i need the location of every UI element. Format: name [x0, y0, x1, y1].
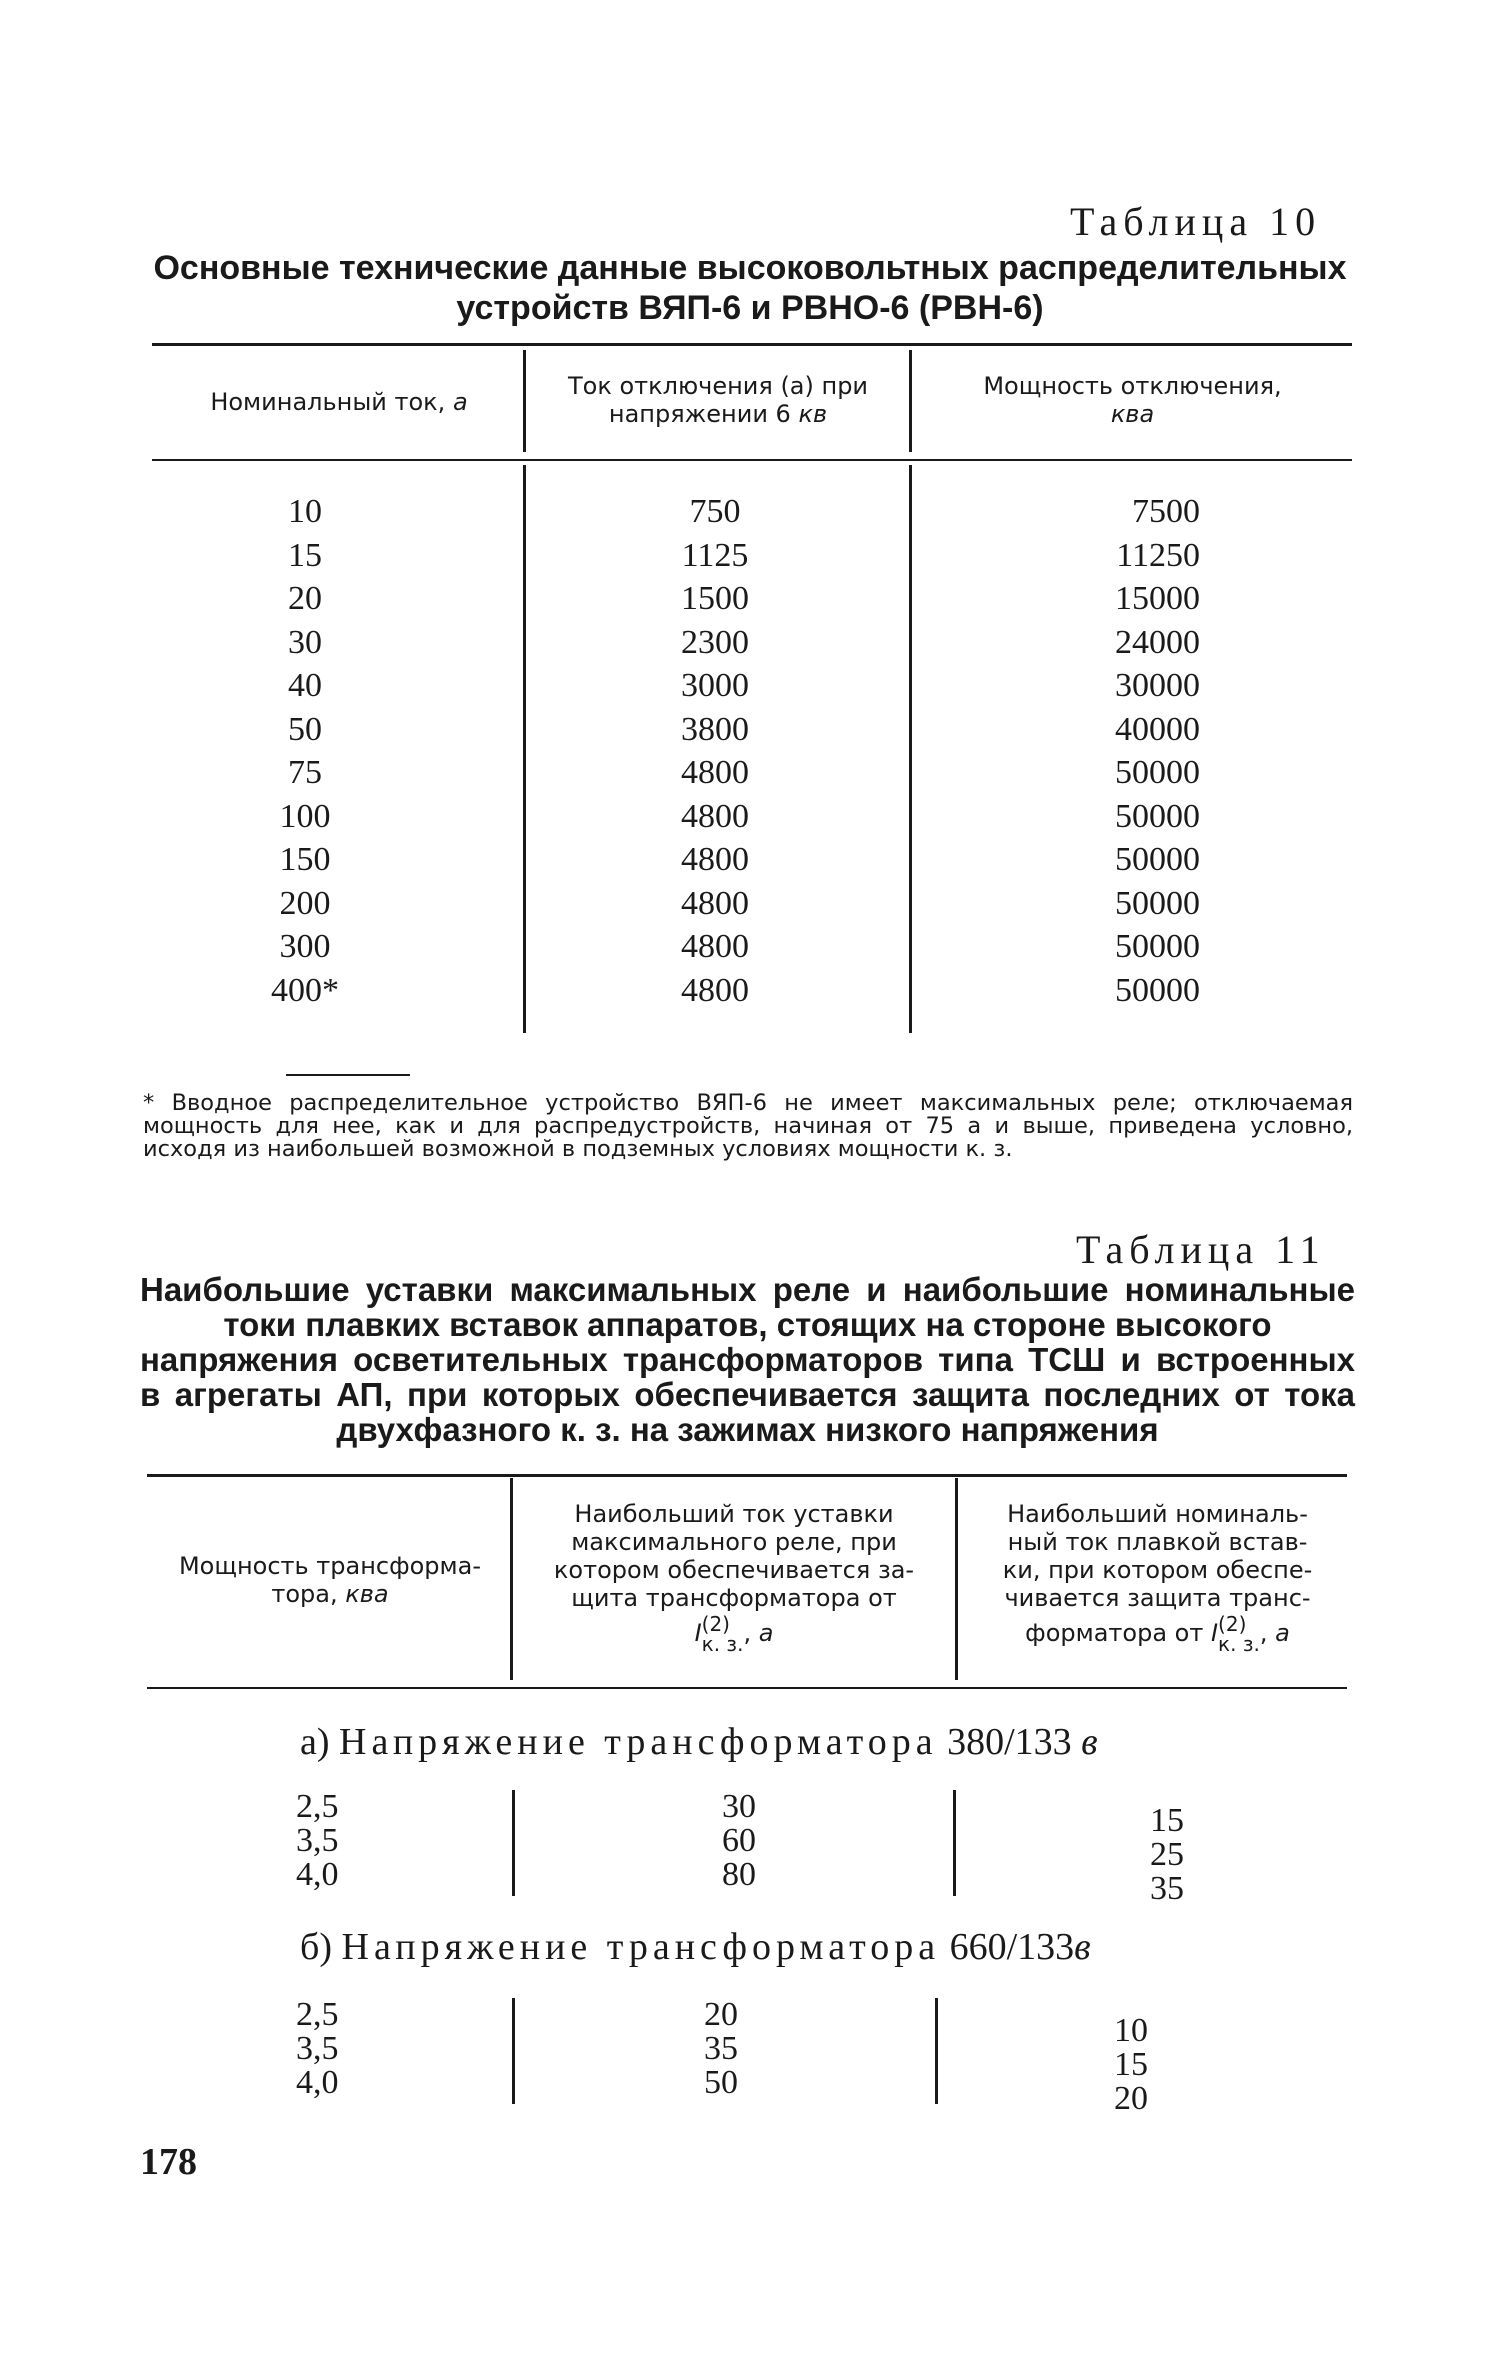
table-cell: 24000: [1115, 623, 1200, 661]
header-line: чивается защита транс-: [1004, 1584, 1311, 1612]
table11-header-col3: Наибольший номиналь- ный ток плавкой встав- ки, при котором обеспе- чивается защита транс- форматора от I (2) к. з. , а: [960, 1500, 1355, 1654]
table10-body-divider-1: [523, 465, 526, 1033]
header-line: ный ток плавкой встав-: [1007, 1528, 1308, 1556]
header-line: максимального реле, при: [571, 1528, 897, 1556]
table-cell: 11250: [1116, 536, 1200, 574]
table-cell: 4,0: [296, 1856, 339, 1893]
table-cell: 750: [689, 493, 741, 530]
section-a-column-relay: [722, 1790, 756, 1892]
table-cell: 30000: [1115, 667, 1200, 704]
table-cell: 20: [288, 580, 322, 617]
table10-header-col2: Ток отключения (а) при напряжении 6 кв: [567, 372, 869, 428]
table-cell: 7500: [1132, 493, 1200, 530]
table-cell: 150: [279, 841, 331, 878]
table11-title-line: Наибольшие уставки максимальных реле и наибольшие номинальные: [140, 1271, 1355, 1308]
table-cell: 2300: [681, 623, 749, 661]
table-cell: 30: [722, 1788, 756, 1825]
table-cell: 75: [288, 754, 322, 791]
table-cell: 40000: [1115, 710, 1200, 748]
table-cell: 15: [288, 536, 322, 574]
table10-label: Таблица 10: [1070, 199, 1322, 244]
section-a-divider-2: [953, 1790, 956, 1896]
table-cell: 2,5: [296, 1788, 339, 1825]
table-cell: 4800: [681, 797, 749, 835]
table10-body-divider-2: [909, 465, 912, 1033]
table10-title: Основные технические данные высоковольтных распределительных устройств ВЯП-6 и РВНО-6 (РВН-6): [153, 249, 1347, 327]
header-line: Наибольший номиналь-: [1007, 1500, 1308, 1528]
table-cell: 100: [279, 797, 331, 835]
table11-top-rule: [147, 1474, 1347, 1477]
table-cell: 50000: [1115, 754, 1200, 791]
section-b-column-power: [296, 1998, 339, 2100]
table-cell: 15: [1150, 1802, 1184, 1839]
table-cell: 1125: [681, 536, 749, 574]
table11-title: [140, 1272, 1355, 1447]
table-cell: 10: [288, 493, 322, 530]
table-cell: 2,5: [296, 1996, 339, 2033]
table-cell: 20: [1114, 2080, 1148, 2117]
table11-label: Таблица 11: [1076, 1227, 1326, 1272]
table-cell: 50: [704, 2064, 738, 2101]
table10-header-rule: [152, 459, 1352, 461]
header-line: котором обеспечивается за-: [553, 1556, 915, 1584]
table10-header-divider-2: [909, 350, 912, 452]
section-b-heading: б) Напряжение трансформатора 660/133в: [300, 1926, 1091, 1968]
table11-title-line: в агрегаты АП, при которых обеспечивается защита последних от тока: [140, 1376, 1355, 1413]
table-cell: 4800: [681, 841, 749, 878]
table-cell: 50000: [1115, 884, 1200, 922]
table-cell: 3,5: [296, 2030, 339, 2067]
table-cell: 60: [722, 1822, 756, 1859]
section-a-column-power: [296, 1790, 339, 1892]
table-cell: 50000: [1115, 797, 1200, 835]
table-cell: 4800: [681, 754, 749, 791]
table-cell: 3800: [681, 710, 749, 748]
table-cell: 300: [279, 928, 331, 965]
table11-title-line: токи плавких вставок аппаратов, стоящих на стороне высокого: [223, 1306, 1272, 1343]
table-cell: 3000: [681, 667, 749, 704]
section-b-divider-2: [935, 1998, 938, 2104]
table10-column-breaking-power: [1070, 490, 1200, 1012]
section-b-column-relay: [704, 1998, 738, 2100]
table-cell: 25: [1150, 1836, 1184, 1873]
table-cell: 50000: [1115, 971, 1200, 1009]
table11-title-line: напряжения осветительных трансформаторов типа ТСШ и встроенных: [140, 1341, 1355, 1378]
footnote-rule: [286, 1074, 410, 1076]
table11-header-divider-2: [955, 1478, 958, 1680]
section-a-column-fuse: [1150, 1804, 1184, 1906]
table-cell: 50000: [1115, 841, 1200, 878]
table11-header-col1: Мощность трансформа- тора, ква: [178, 1552, 482, 1608]
table-cell: 50000: [1115, 928, 1200, 965]
table-cell: 40: [288, 667, 322, 704]
footnote: * Вводное распределительное устройство ВЯП-6 не имеет максимальных реле; отключаемая мощность для нее, как и для распредустройств, начиная от 75 а и выше, приведена условно, исходя из наибольшей возможной в подземных условиях мощности к. з.: [143, 1090, 1353, 1162]
table10-header-divider-1: [523, 350, 526, 452]
table-cell: 4800: [681, 884, 749, 922]
table-cell: 35: [704, 2030, 738, 2067]
table10-header-col3: Мощность отключения, ква: [983, 372, 1282, 428]
header-line: ки, при котором обеспе-: [1002, 1556, 1313, 1584]
table-cell: 4,0: [296, 2064, 339, 2101]
table-cell: 4800: [681, 928, 749, 965]
table10-top-rule: [152, 343, 1352, 346]
table-cell: 15000: [1115, 580, 1200, 617]
table-cell: 80: [722, 1856, 756, 1893]
table-cell: 10: [1114, 2012, 1148, 2049]
page-number: 178: [140, 2141, 197, 2183]
section-a-heading: а) Напряжение трансформатора 380/133 в: [300, 1721, 1098, 1763]
section-a-divider-1: [512, 1790, 515, 1896]
table-cell: 1500: [681, 580, 749, 617]
table-cell: 4800: [681, 971, 749, 1009]
table-cell: 400*: [271, 971, 339, 1009]
section-b-divider-1: [512, 1998, 515, 2104]
table-cell: 30: [288, 623, 322, 661]
header-line: щита трансформатора от: [571, 1584, 897, 1612]
table-cell: 15: [1114, 2046, 1148, 2083]
table-cell: 3,5: [296, 1822, 339, 1859]
table10-column-current: [240, 490, 370, 1012]
table11-title-line: двухфазного к. з. на зажимах низкого напряжения: [336, 1411, 1159, 1448]
table-cell: 200: [279, 884, 331, 922]
section-b-column-fuse: [1114, 2014, 1148, 2116]
table-cell: 50: [288, 710, 322, 748]
table10-header-col1: Номинальный ток, а: [210, 388, 468, 416]
header-line: Наибольший ток уставки: [574, 1500, 894, 1528]
table11-header-rule: [147, 1687, 1347, 1689]
table-cell: 35: [1150, 1870, 1184, 1907]
table-cell: 20: [704, 1996, 738, 2033]
table11-header-col2: Наибольший ток уставки максимального реле, при котором обеспечивается за- щита трансформатора от I (2) к. з. , а: [516, 1500, 952, 1654]
table10-column-breaking-current: [655, 490, 775, 1012]
table11-header-divider-1: [510, 1478, 513, 1680]
